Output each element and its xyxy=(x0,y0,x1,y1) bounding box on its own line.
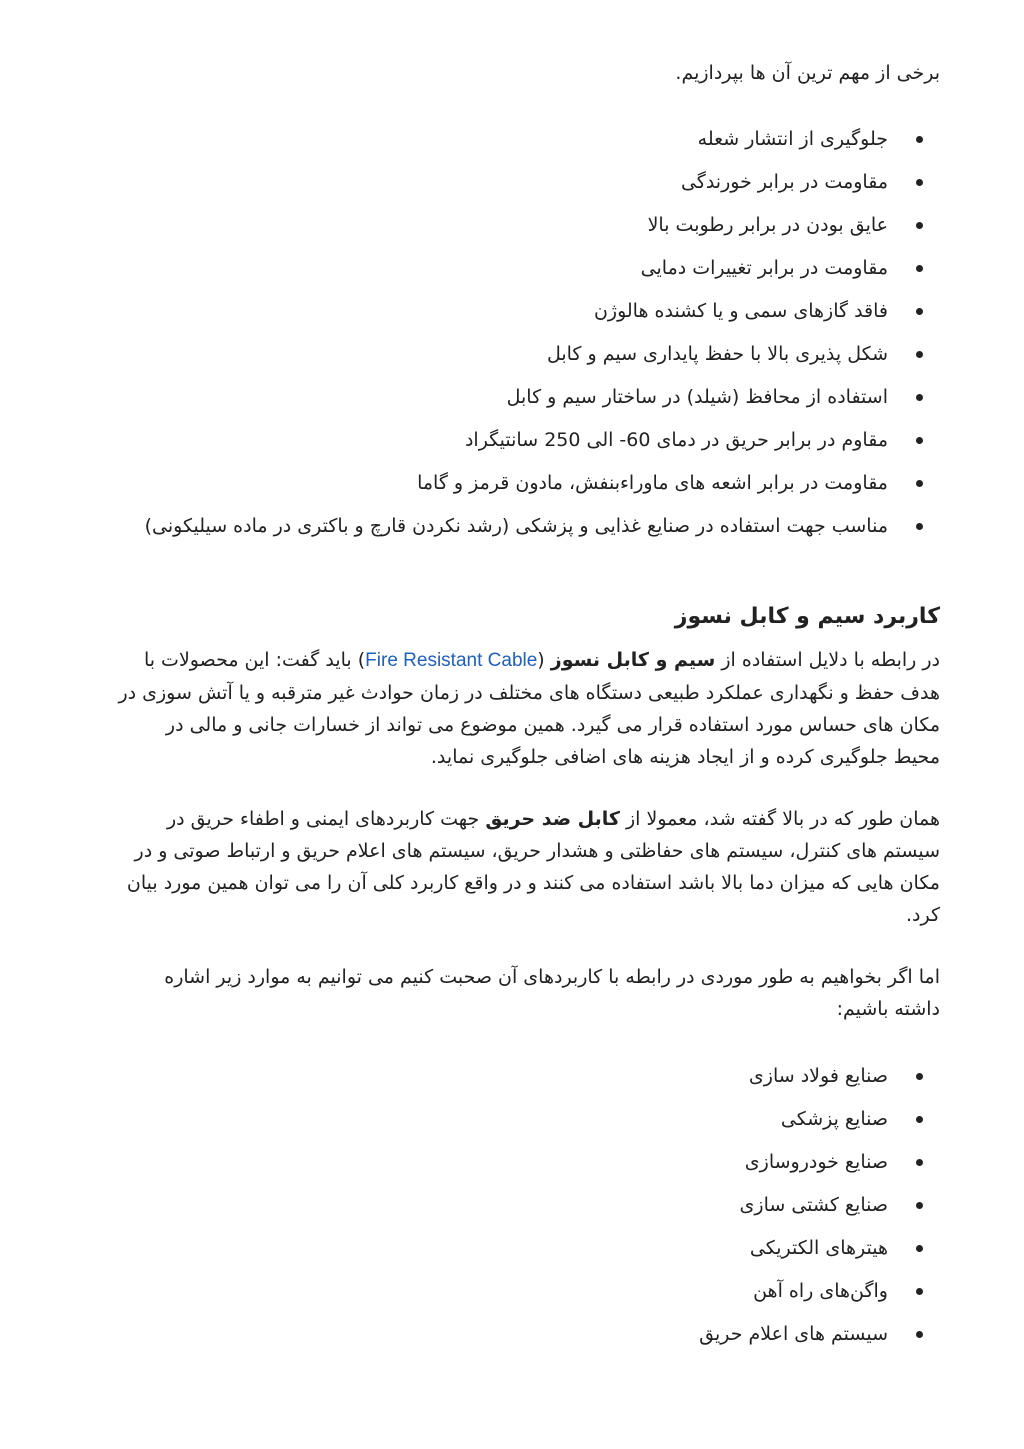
bullet-icon xyxy=(916,136,923,143)
list-item: مقاوم در برابر حریق در دمای 60- الی 250 سانتیگراد xyxy=(118,419,888,462)
bullet-icon xyxy=(916,394,923,401)
list-item: استفاده از محافظ (شیلد) در ساختار سیم و کابل xyxy=(118,376,888,419)
intro-text: برخی از مهم ترین آن ها بپردازیم. xyxy=(675,62,940,84)
list-item: صنایع پزشکی xyxy=(118,1098,888,1141)
list-item: جلوگیری از انتشار شعله xyxy=(118,118,888,161)
bold-term: سیم و کابل نسوز xyxy=(550,649,716,671)
list-item: عایق بودن در برابر رطوبت بالا xyxy=(118,204,888,247)
article-body xyxy=(118,56,940,1356)
bullet-icon xyxy=(916,1159,923,1166)
bullet-icon xyxy=(916,523,923,530)
fire-resistant-cable-link[interactable]: Fire Resistant Cable xyxy=(365,650,538,671)
bold-term: کابل ضد حریق xyxy=(485,808,620,830)
list-item: فاقد گازهای سمی و یا کشنده هالوژن xyxy=(118,290,888,333)
bullet-icon xyxy=(916,480,923,487)
list-item: صنایع کشتی سازی xyxy=(118,1184,888,1227)
list-item: صنایع فولاد سازی xyxy=(118,1055,888,1098)
bullet-icon xyxy=(916,179,923,186)
bullet-icon xyxy=(916,1245,923,1252)
bullet-icon xyxy=(916,1116,923,1123)
list-item: واگن‌های راه آهن xyxy=(118,1270,888,1313)
paragraph-usage: همان طور که در بالا گفته شد، معمولا از کابل ضد حریق جهت کاربردهای ایمنی و اطفاء حریق در سیستم های کنترل، سیستم های حفاظتی و هشدار حریق، سیستم های اعلام حریق و ارتباط صوتی و در مکان هایی که میزان دما بالا باشد استفاده می کنند و در واقع کاربرد کلی آن را می توان همین مورد بیان کرد. xyxy=(126,808,940,926)
industries-list xyxy=(118,1055,940,1356)
section-heading: کاربرد سیم و کابل نسوز xyxy=(674,604,940,629)
bullet-icon xyxy=(916,1331,923,1338)
list-item: مناسب جهت استفاده در صنایع غذایی و پزشکی (رشد نکردن قارچ و باکتری در ماده سیلیکونی) xyxy=(118,505,888,548)
list-item: سیستم های اعلام حریق xyxy=(118,1313,888,1356)
list-item: هیترهای الکتریکی xyxy=(118,1227,888,1270)
list-item: صنایع خودروسازی xyxy=(118,1141,888,1184)
paragraph-reasons: در رابطه با دلایل استفاده از سیم و کابل نسوز (Fire Resistant Cable) باید گفت: این محصولات با هدف حفظ و نگهداری عملکرد طبیعی دستگاه های مختلف در زمان حوادث غیر مترقبه و یا آتش سوزی در مکان های حساس مورد استفاده قرار می گیرد. همین موضوع می تواند از خسارات جانی و مالی در محیط جلوگیری کرده و از ایجاد هزینه های اضافی جلوگیری نماید. xyxy=(118,649,940,768)
list-item: مقاومت در برابر تغییرات دمایی xyxy=(118,247,888,290)
features-list xyxy=(118,118,940,548)
list-item: شکل پذیری بالا با حفظ پایداری سیم و کابل xyxy=(118,333,888,376)
bullet-icon xyxy=(916,437,923,444)
paragraph-cases: اما اگر بخواهیم به طور موردی در رابطه با کاربردهای آن صحبت کنیم می توانیم به موارد زیر اشاره داشته باشیم: xyxy=(164,966,940,1020)
bullet-icon xyxy=(916,351,923,358)
bullet-icon xyxy=(916,1073,923,1080)
list-item: مقاومت در برابر اشعه های ماوراءبنفش، مادون قرمز و گاما xyxy=(118,462,888,505)
bullet-icon xyxy=(916,1202,923,1209)
bullet-icon xyxy=(916,222,923,229)
bullet-icon xyxy=(916,308,923,315)
list-item: مقاومت در برابر خورندگی xyxy=(118,161,888,204)
bullet-icon xyxy=(916,1288,923,1295)
bullet-icon xyxy=(916,265,923,272)
